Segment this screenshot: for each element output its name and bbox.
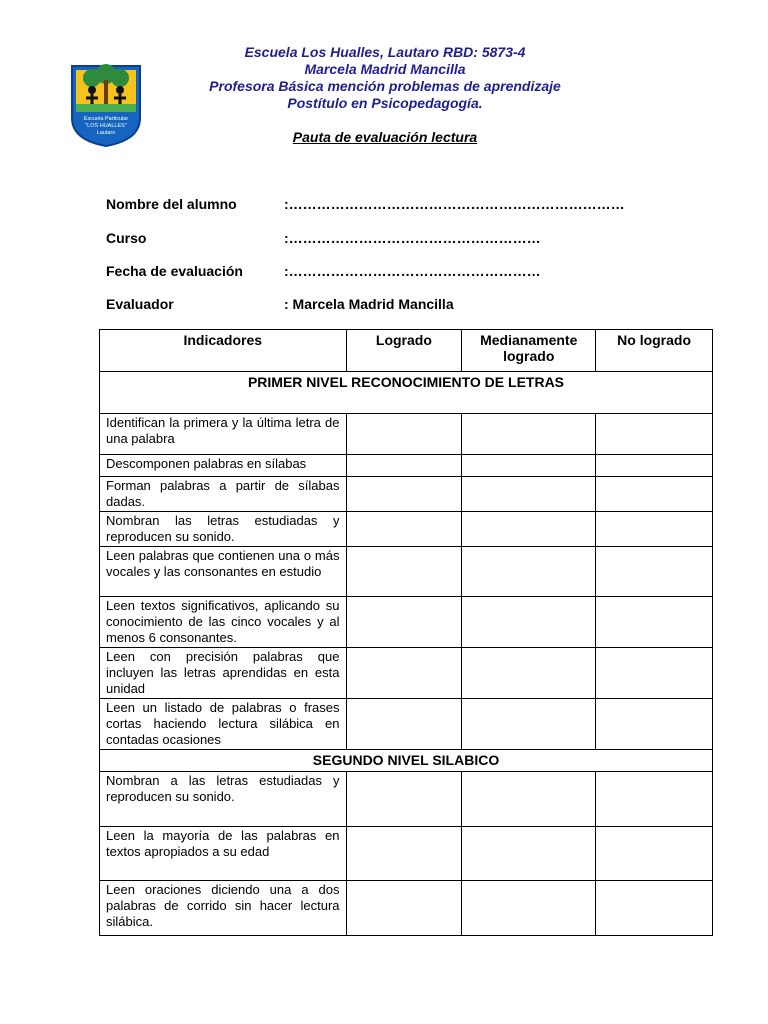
no-logrado-cell[interactable] xyxy=(596,772,713,827)
table-row xyxy=(100,699,713,750)
section-row xyxy=(100,750,713,772)
no-logrado-cell[interactable] xyxy=(596,477,713,512)
table-row xyxy=(100,547,713,597)
no-logrado-cell[interactable] xyxy=(596,547,713,597)
table-row xyxy=(100,455,713,477)
medianamente-cell[interactable] xyxy=(462,699,596,750)
table-row xyxy=(100,827,713,881)
letterhead xyxy=(150,44,620,112)
logrado-cell[interactable] xyxy=(346,477,462,512)
medianamente-cell[interactable] xyxy=(462,414,596,455)
header-medianamente: Medianamente logrado xyxy=(462,330,596,372)
table-row xyxy=(100,414,713,455)
medianamente-cell[interactable] xyxy=(462,455,596,477)
header-no-logrado: No logrado xyxy=(596,330,713,372)
logrado-cell[interactable] xyxy=(346,827,462,881)
field-label: Evaluador xyxy=(106,296,174,312)
header-school: Escuela Los Hualles, Lautaro RBD: 5873-4 xyxy=(244,44,526,60)
evaluation-table xyxy=(99,329,713,936)
no-logrado-cell[interactable] xyxy=(596,881,713,936)
indicator-cell: Nombran las letras estudiadas y reproducen su sonido. xyxy=(100,512,347,547)
logrado-cell[interactable] xyxy=(346,512,462,547)
field-value: : Marcela Madrid Mancilla xyxy=(284,296,454,312)
indicator-cell: Leen la mayoría de las palabras en textos apropiados a su edad xyxy=(100,827,347,881)
field-label: Fecha de evaluación xyxy=(106,263,243,279)
indicator-cell: Descomponen palabras en sílabas xyxy=(100,455,347,477)
indicator-cell: Leen con precisión palabras que incluyen las letras aprendidas en esta unidad xyxy=(100,648,347,699)
logrado-cell[interactable] xyxy=(346,648,462,699)
document-title: Pauta de evaluación lectura xyxy=(292,129,478,145)
indicator-cell: Leen un listado de palabras o frases cortas haciendo lectura silábica en contadas ocasiones xyxy=(100,699,347,750)
header-teacher: Marcela Madrid Mancilla xyxy=(304,61,466,77)
field-value: :……………………………………………………………… xyxy=(284,196,625,212)
table-row xyxy=(100,597,713,648)
no-logrado-cell[interactable] xyxy=(596,648,713,699)
logo-text-3: Lautaro xyxy=(96,130,116,136)
no-logrado-cell[interactable] xyxy=(596,414,713,455)
table-header-row xyxy=(100,330,713,372)
medianamente-cell[interactable] xyxy=(462,477,596,512)
no-logrado-cell[interactable] xyxy=(596,455,713,477)
school-logo xyxy=(68,60,144,148)
header-logrado: Logrado xyxy=(346,330,462,372)
logo-text-2: "LOS HUALLES" xyxy=(85,123,127,129)
medianamente-cell[interactable] xyxy=(462,597,596,648)
logrado-cell[interactable] xyxy=(346,881,462,936)
field-label: Curso xyxy=(106,230,147,246)
no-logrado-cell[interactable] xyxy=(596,512,713,547)
no-logrado-cell[interactable] xyxy=(596,827,713,881)
field-value: :……………………………………………… xyxy=(284,263,541,279)
table-row xyxy=(100,648,713,699)
section-title-1: PRIMER NIVEL RECONOCIMIENTO DE LETRAS xyxy=(100,372,713,414)
medianamente-cell[interactable] xyxy=(462,827,596,881)
field-value: :……………………………………………… xyxy=(284,230,541,246)
indicator-cell: Identifican la primera y la última letra de una palabra xyxy=(100,414,347,455)
field-label: Nombre del alumno xyxy=(106,196,237,212)
header-degree: Postítulo en Psicopedagogía. xyxy=(287,95,483,111)
logrado-cell[interactable] xyxy=(346,699,462,750)
medianamente-cell[interactable] xyxy=(462,512,596,547)
logrado-cell[interactable] xyxy=(346,547,462,597)
table-row xyxy=(100,772,713,827)
logrado-cell[interactable] xyxy=(346,597,462,648)
medianamente-cell[interactable] xyxy=(462,772,596,827)
indicator-cell: Leen oraciones diciendo una a dos palabras de corrido sin hacer lectura silábica. xyxy=(100,881,347,936)
logrado-cell[interactable] xyxy=(346,455,462,477)
header-profession: Profesora Básica mención problemas de aprendizaje xyxy=(209,78,561,94)
table-row xyxy=(100,477,713,512)
indicator-cell: Nombran a las letras estudiadas y reproducen su sonido. xyxy=(100,772,347,827)
section-row xyxy=(100,372,713,414)
no-logrado-cell[interactable] xyxy=(596,597,713,648)
indicator-cell: Forman palabras a partir de sílabas dadas. xyxy=(100,477,347,512)
medianamente-cell[interactable] xyxy=(462,547,596,597)
no-logrado-cell[interactable] xyxy=(596,699,713,750)
table-row xyxy=(100,512,713,547)
header-indicadores: Indicadores xyxy=(100,330,347,372)
logrado-cell[interactable] xyxy=(346,772,462,827)
medianamente-cell[interactable] xyxy=(462,648,596,699)
section-title-2: SEGUNDO NIVEL SILABICO xyxy=(100,750,713,772)
medianamente-cell[interactable] xyxy=(462,881,596,936)
logo-text-1: Escuela Particular xyxy=(83,116,129,122)
table-row xyxy=(100,881,713,936)
logrado-cell[interactable] xyxy=(346,414,462,455)
indicator-cell: Leen palabras que contienen una o más vocales y las consonantes en estudio xyxy=(100,547,347,597)
indicator-cell: Leen textos significativos, aplicando su conocimiento de las cinco vocales y al menos 6 consonantes. xyxy=(100,597,347,648)
